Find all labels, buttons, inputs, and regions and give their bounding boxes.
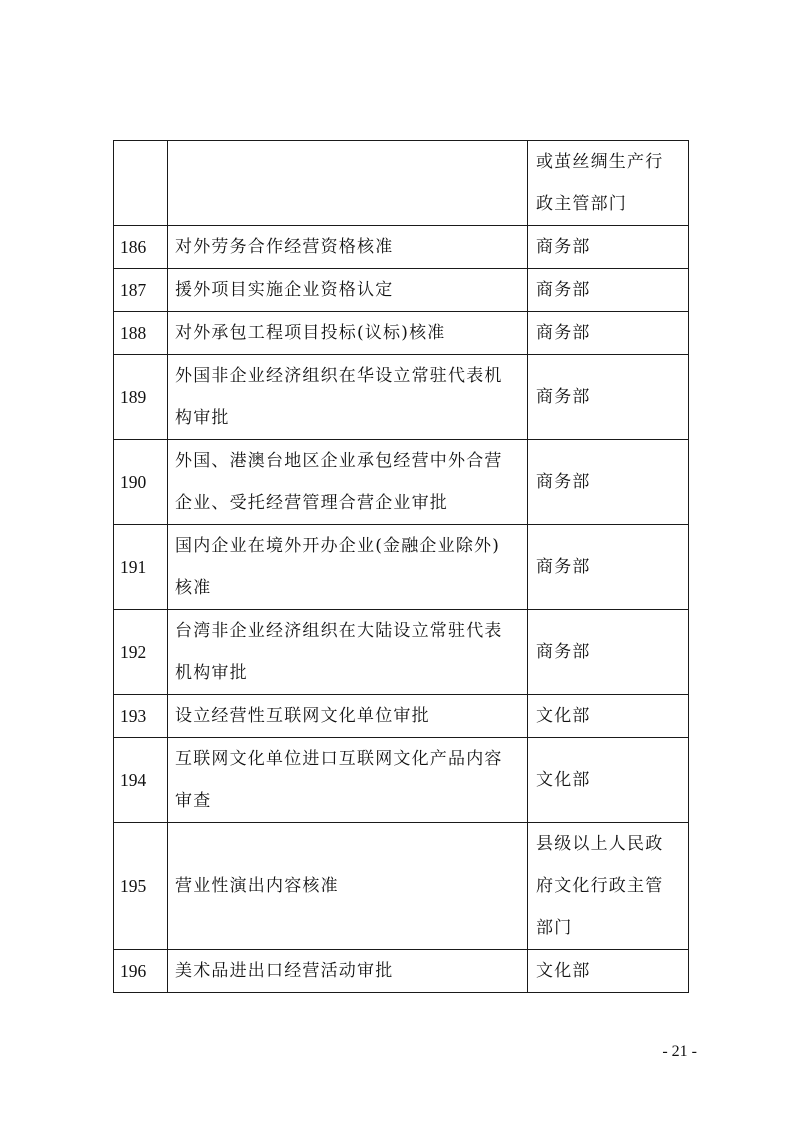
- department-text: 商务部: [536, 642, 591, 662]
- department-cell: [528, 226, 689, 269]
- approval-item-text: 台湾非企业经济组织在大陆设立常驻代表: [175, 621, 503, 641]
- approval-item-text: 企业、受托经营管理合营企业审批: [175, 493, 448, 513]
- table-row: [114, 440, 689, 525]
- table-row: [114, 525, 689, 610]
- department-text: 商务部: [536, 237, 591, 257]
- approval-item-text: 审查: [175, 791, 212, 811]
- row-number-cell: 195: [114, 823, 168, 950]
- department-text: 政主管部门: [536, 194, 627, 214]
- department-cell: [528, 525, 689, 610]
- approval-item-cell: [168, 269, 528, 312]
- department-cell: [528, 738, 689, 823]
- row-number-cell: 189: [114, 355, 168, 440]
- approval-item-cell: [168, 141, 528, 226]
- approval-item-cell: [168, 226, 528, 269]
- row-number-cell: 192: [114, 610, 168, 695]
- table-row: [114, 695, 689, 738]
- approval-item-cell: [168, 823, 528, 950]
- department-cell: [528, 823, 689, 950]
- table-row: [114, 269, 689, 312]
- row-number-cell: 187: [114, 269, 168, 312]
- department-cell: [528, 269, 689, 312]
- approval-item-text: 外国、港澳台地区企业承包经营中外合营: [175, 451, 503, 471]
- department-text: 文化部: [536, 706, 591, 726]
- approval-item-cell: [168, 950, 528, 993]
- row-number-cell: 188: [114, 312, 168, 355]
- department-cell: [528, 610, 689, 695]
- approval-item-text: 设立经营性互联网文化单位审批: [175, 706, 430, 726]
- row-number-cell: 196: [114, 950, 168, 993]
- department-text: 部门: [536, 918, 573, 938]
- table-row: [114, 226, 689, 269]
- department-text: 商务部: [536, 387, 591, 407]
- department-text: 文化部: [536, 770, 591, 790]
- department-cell: [528, 141, 689, 226]
- department-text: 商务部: [536, 323, 591, 343]
- approval-item-cell: [168, 695, 528, 738]
- department-text: 府文化行政主管: [536, 876, 664, 896]
- table-row: [114, 823, 689, 950]
- row-number-cell: 190: [114, 440, 168, 525]
- row-number-cell: 194: [114, 738, 168, 823]
- approval-item-text: 互联网文化单位进口互联网文化产品内容: [175, 749, 503, 769]
- approval-item-cell: [168, 440, 528, 525]
- table-row: [114, 355, 689, 440]
- table-row: [114, 610, 689, 695]
- table-row: [114, 950, 689, 993]
- row-number-cell: 193: [114, 695, 168, 738]
- page-number: - 21 -: [662, 1043, 697, 1060]
- table-row: [114, 141, 689, 226]
- department-cell: [528, 355, 689, 440]
- approval-item-text: 机构审批: [175, 663, 248, 683]
- approval-item-cell: [168, 610, 528, 695]
- department-cell: [528, 950, 689, 993]
- approval-item-text: 构审批: [175, 408, 230, 428]
- approval-items-table: [113, 140, 689, 993]
- approval-item-text: 营业性演出内容核准: [175, 876, 339, 896]
- table-body: [114, 141, 689, 993]
- department-text: 文化部: [536, 961, 591, 981]
- department-text: 县级以上人民政: [536, 834, 664, 854]
- department-text: 商务部: [536, 472, 591, 492]
- department-cell: [528, 312, 689, 355]
- approval-item-cell: [168, 355, 528, 440]
- approval-item-text: 对外承包工程项目投标(议标)核准: [175, 323, 446, 343]
- approval-item-text: 美术品进出口经营活动审批: [175, 961, 394, 981]
- department-text: 或茧丝绸生产行: [536, 152, 664, 172]
- approval-item-cell: [168, 312, 528, 355]
- row-number-cell: 186: [114, 226, 168, 269]
- approval-item-text: 国内企业在境外开办企业(金融企业除外): [175, 536, 501, 556]
- department-text: 商务部: [536, 280, 591, 300]
- approval-item-text: 对外劳务合作经营资格核准: [175, 237, 394, 257]
- approval-item-cell: [168, 525, 528, 610]
- department-cell: [528, 440, 689, 525]
- row-number-cell: 191: [114, 525, 168, 610]
- department-text: 商务部: [536, 557, 591, 577]
- approval-item-cell: [168, 738, 528, 823]
- approval-item-text: 援外项目实施企业资格认定: [175, 280, 394, 300]
- department-cell: [528, 695, 689, 738]
- table-row: [114, 312, 689, 355]
- table-row: [114, 738, 689, 823]
- approval-item-text: 核准: [175, 578, 212, 598]
- row-number-cell: [114, 141, 168, 226]
- approval-item-text: 外国非企业经济组织在华设立常驻代表机: [175, 366, 503, 386]
